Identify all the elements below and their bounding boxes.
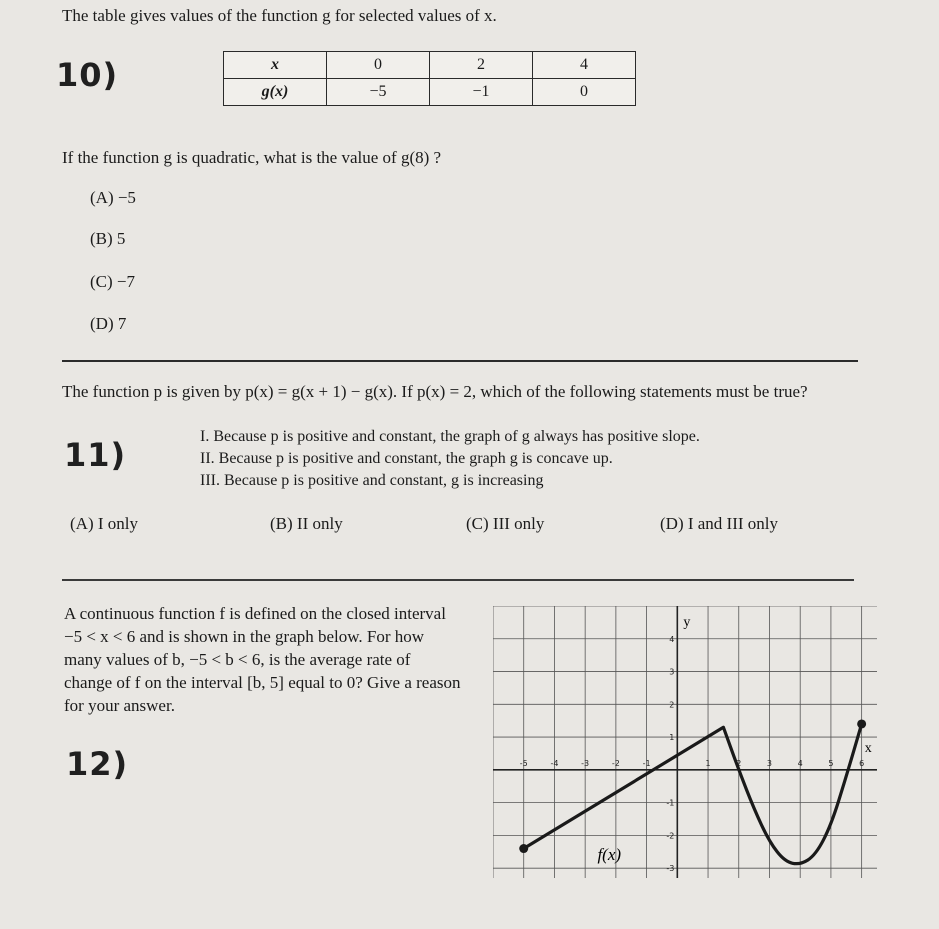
question-10-number: 10) xyxy=(56,56,119,94)
x-tick-label: 4 xyxy=(797,758,803,768)
table-cell: 0 xyxy=(327,52,430,79)
table-cell: g(x) xyxy=(224,79,327,106)
q10-choice-c[interactable]: (C) −7 xyxy=(90,272,135,291)
y-tick-label: -1 xyxy=(666,798,675,808)
intro-text: The table gives values of the function g for selected values of x. xyxy=(62,6,497,25)
x-tick-label: -2 xyxy=(611,758,620,768)
question-12-number: 12) xyxy=(66,745,129,783)
q12-line: A continuous function f is defined on the closed interval xyxy=(64,604,446,623)
x-tick-label: -4 xyxy=(550,758,559,768)
x-tick-label: 5 xyxy=(828,758,834,768)
statement-3: III. Because p is positive and constant, g is increasing xyxy=(200,472,544,489)
table-row xyxy=(224,79,636,106)
closed-endpoint xyxy=(519,844,528,853)
q12-line: change of f on the interval [b, 5] equal to 0? Give a reason xyxy=(64,673,461,692)
closed-endpoint xyxy=(857,719,866,728)
q11-choice-a[interactable]: (A) I only xyxy=(70,514,138,533)
question-10-text: If the function g is quadratic, what is the value of g(8) ? xyxy=(62,148,442,167)
grid xyxy=(493,606,877,878)
q12-line: −5 < x < 6 and is shown in the graph below. For how xyxy=(64,627,425,646)
q12-line: many values of b, −5 < b < 6, is the average rate of xyxy=(64,650,411,669)
y-tick-label: 2 xyxy=(669,700,675,710)
q12-line: for your answer. xyxy=(64,696,175,715)
table-cell: 2 xyxy=(430,52,533,79)
y-axis-label: y xyxy=(683,615,691,630)
y-tick-label: 4 xyxy=(669,634,675,644)
section-divider xyxy=(62,360,858,362)
y-tick-label: 1 xyxy=(669,733,675,743)
x-axis-label: x xyxy=(864,740,872,756)
statement-1: I. Because p is positive and constant, the graph of g always has positive slope. xyxy=(200,428,700,445)
question-11-stem: The function p is given by p(x) = g(x + 1) − g(x). If p(x) = 2, which of the following statements must be true? xyxy=(62,382,808,401)
table-cell: 0 xyxy=(533,79,636,106)
x-tick-label: 3 xyxy=(766,758,773,768)
x-tick-label: -1 xyxy=(642,758,651,768)
x-tick-label: 2 xyxy=(736,758,742,768)
g-values-table xyxy=(223,51,636,106)
function-graph xyxy=(493,606,877,878)
f-curve xyxy=(524,724,865,864)
x-tick-label: -5 xyxy=(519,758,528,768)
q10-choice-d[interactable]: (D) 7 xyxy=(90,314,127,333)
table-cell: −1 xyxy=(430,79,533,106)
table-cell: −5 xyxy=(327,79,430,106)
q11-choice-d[interactable]: (D) I and III only xyxy=(660,514,779,533)
x-tick-label: 1 xyxy=(705,758,711,768)
q10-choice-b[interactable]: (B) 5 xyxy=(90,229,126,248)
table-row xyxy=(224,52,636,79)
axes xyxy=(493,606,877,878)
q11-choice-c[interactable]: (C) III only xyxy=(466,514,545,533)
y-tick-label: -3 xyxy=(666,864,675,874)
x-tick-label: -3 xyxy=(581,758,590,768)
curve xyxy=(519,719,866,863)
q10-choice-a[interactable]: (A) −5 xyxy=(90,188,136,207)
y-tick-label: -2 xyxy=(666,831,675,841)
question-12-text xyxy=(64,602,461,717)
q11-choice-b[interactable]: (B) II only xyxy=(270,514,343,533)
question-11-number: 11) xyxy=(64,436,127,474)
y-tick-label: 3 xyxy=(669,667,675,677)
tick-labels xyxy=(520,635,864,873)
table-cell: x xyxy=(224,52,327,79)
statement-2: II. Because p is positive and constant, the graph g is concave up. xyxy=(200,450,613,467)
table-cell: 4 xyxy=(533,52,636,79)
function-label: f(x) xyxy=(597,844,622,864)
x-tick-label: 6 xyxy=(859,758,865,768)
section-divider xyxy=(62,579,854,581)
